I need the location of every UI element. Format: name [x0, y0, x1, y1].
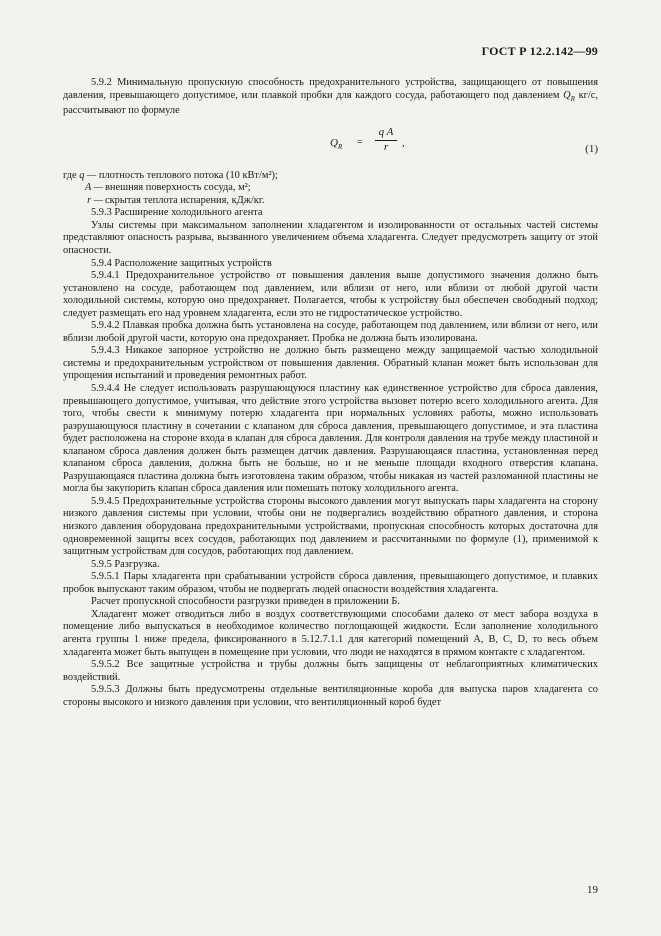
- paragraph-5-9-4-4: 5.9.4.4 Не следует использовать разрушающуюся пластину как единственное устройство для сброса давления, превышающего допустимое, учитывая, что действие этого устройства вызовет потерю всего холодильного агента. Для того, чтобы свести к минимуму потерю хладагента при нормальных условиях работы, можно использовать разрушающуюся пластину в сочетании с клапаном для сброса давления, превышающего допустимое, и эта пластина будет расположена на стороне входа в клапан для сброса давления. Для контроля давления на трубе между пластиной и клапаном сброса давления должен быть размещен датчик давления. Разрушающаяся пластина, установленная перед клапаном сброса давления, должна быть не больше, но и не меньше площади входного отверстия клапана. Разрушающаяся пластина должна быть изготовлена таким образом, чтобы никакая из частей разломанной пластины не могла бы закупорить клапан сброса давления или помешать потоку холодильного агента.: [63, 383, 598, 495]
- legend-row: [63, 182, 598, 195]
- formula-lhs-subscript: R: [337, 142, 343, 151]
- page-number: 19: [587, 884, 598, 896]
- paragraph-5-9-4-3: 5.9.4.3 Никакое запорное устройство не должно быть размещено между защищаемой частью холодильной системы и предохранительным устройством от повышения давления. Обратный клапан может быть использован для упрощения испытаний и проведения ремонтных работ.: [63, 345, 598, 382]
- formula-fraction: [375, 126, 397, 154]
- heading-5-9-4: 5.9.4 Расположение защитных устройств: [91, 257, 272, 269]
- paragraph-5-9-4-1: 5.9.4.1 Предохранительное устройство от повышения давления выше допустимого значения должно быть установлено на сосуде, работающем под давлением, или вблизи от него, или вблизи от любой другой части холодильной системы, которую оно предохраняет. Полагается, чтобы к устройству был обеспечен свободный подход; следует размещать его над уровнем хладагента, если это не гидростатическое устройство.: [63, 270, 598, 319]
- legend-text: внешняя поверхность сосуда, м²;: [105, 182, 251, 194]
- paragraph-5-9-2: [63, 77, 598, 118]
- legend-symbol: q —: [79, 169, 97, 181]
- legend-intro-text: где: [63, 169, 77, 181]
- paragraph-5-9-5-3: 5.9.5.3 Должны быть предусмотрены отдельные вентиляционные короба для выпуска паров хладагента со стороны высокого и низкого давления при условии, что вентиляционный короб будет: [63, 684, 598, 708]
- formula-1: [63, 123, 598, 167]
- formula-lhs: [330, 137, 342, 154]
- legend-symbol: A —: [85, 182, 103, 194]
- paragraph-5-9-5-2: 5.9.5.2 Все защитные устройства и трубы должны быть защищены от неблагоприятных климатических воздействий.: [63, 659, 598, 683]
- paragraph: Расчет пропускной способности разгрузки приведен в приложении Б.: [91, 596, 400, 608]
- document-body: [63, 77, 598, 709]
- paragraph: Хладагент может отводиться либо в воздух соответствующими способами далеко от мест забора воздуха в помещение либо выпускаться в необходимое количество поглощающей жидкости. Если заполнение холодильного агента группы 1 ниже предела, фиксированного в 5.12.7.1.1 для категорий помещений А, В, С, D, то весь объем хладагента может быть выпущен в помещение при условии, что люди не находятся в прямом контакте с хладагентом.: [63, 608, 598, 658]
- formula-number: (1): [585, 142, 598, 155]
- heading-5-9-3: 5.9.3 Расширение холодильного агента: [91, 207, 263, 219]
- heading-5-9-5: 5.9.5 Разгрузка.: [91, 558, 160, 570]
- legend-row: [63, 170, 598, 183]
- paragraph-5-9-5-1: 5.9.5.1 Пары хладагента при срабатывании устройств сброса давления, превышающего допустимое, и плавких пробок выпускают таким образом, чтобы не подвергать людей опасности воздействия хладагента.: [63, 571, 598, 595]
- document-id-header: ГОСТ Р 12.2.142—99: [481, 44, 598, 58]
- formula-denominator: r: [383, 140, 389, 153]
- legend-symbol: r —: [87, 194, 103, 206]
- formula-equals: =: [357, 136, 363, 148]
- legend-text: скрытая теплота испарения, кДж/кг.: [105, 194, 265, 206]
- formula-legend: [63, 170, 598, 208]
- formula-lhs-symbol: Q: [330, 136, 338, 149]
- formula-numerator: q A: [375, 126, 397, 141]
- paragraph: Узлы системы при максимальном заполнении хладагентом и изолированности от остальных частей системы представляют опасность разрыва, вызванного увеличением объема хладагента. Следует предусмотреть защиту от этой опасности.: [63, 219, 598, 256]
- legend-text: плотность теплового потока (10 кВт/м²);: [98, 169, 278, 181]
- paragraph-5-9-4-5: 5.9.4.5 Предохранительные устройства стороны высокого давления могут выпускать пары хладагента на сторону низкого давления системы при условии, чтобы они не подвергались воздействию обратного давления, и сторона низкого давления оборудована предохранительными устройствами, пропускная способность которых достаточна для одновременной защиты всех сосудов, работающих под давлением и рассчитанными по формуле (1), применимой к защитным устройствам для сосудов, работающих под давлением.: [63, 495, 598, 558]
- paragraph-5-9-2-text: 5.9.2 Минимальную пропускную способность предохранительного устройства, защищающего от повышения давления, превышающего допустимое, или плавкой пробки для каждого сосуда, работающего под давлением $Q_R$ кг/с, рассчитывают по формуле: [63, 77, 598, 117]
- legend-intro: [63, 170, 99, 183]
- legend-row: [63, 195, 598, 208]
- inline-q-symbol: $Q_R$: [563, 89, 575, 103]
- paragraph-5-9-4-2: 5.9.4.2 Плавкая пробка должна быть установлена на сосуде, работающем под давлением, или вблизи от него, или вблизи любой другой части, которую она предохраняет. Пробка не должна быть изолирована.: [63, 320, 598, 344]
- formula-comma: ,: [402, 136, 405, 149]
